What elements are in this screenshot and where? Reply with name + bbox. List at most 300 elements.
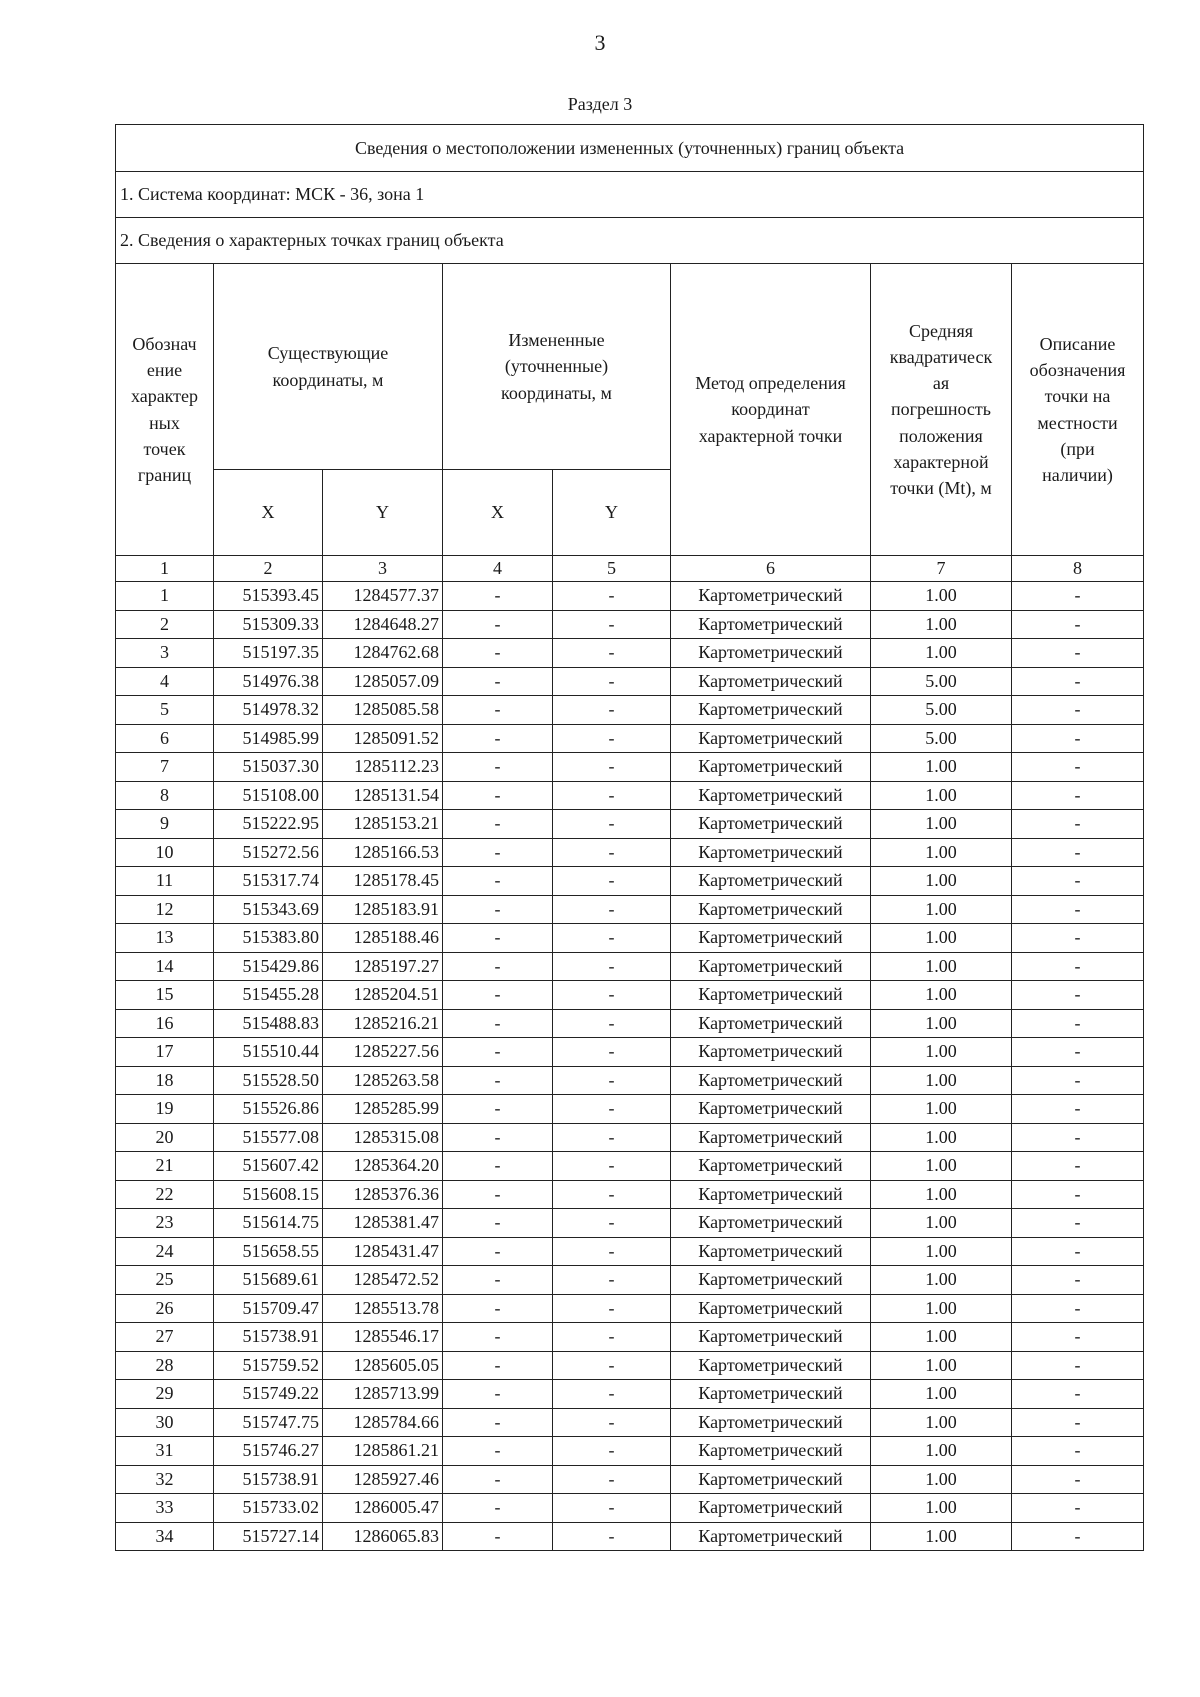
table-cell: - <box>443 1038 553 1067</box>
table-cell: 515317.74 <box>214 867 323 896</box>
table-cell: 28 <box>116 1351 214 1380</box>
table-cell: Картометрический <box>671 696 871 725</box>
table-cell: - <box>443 1494 553 1523</box>
table-cell: 1.00 <box>871 810 1012 839</box>
table-cell: - <box>553 1123 671 1152</box>
table-cell: 1285204.51 <box>323 981 443 1010</box>
table-cell: 1.00 <box>871 952 1012 981</box>
table-cell: 1285713.99 <box>323 1380 443 1409</box>
table-cell: - <box>443 981 553 1010</box>
table-cell: 1285927.46 <box>323 1465 443 1494</box>
table-cell: 5.00 <box>871 724 1012 753</box>
table-banner: Сведения о местоположении измененных (уточненных) границ объекта <box>116 125 1144 172</box>
table-cell: - <box>553 1009 671 1038</box>
table-cell: - <box>443 1408 553 1437</box>
table-cell: - <box>553 1180 671 1209</box>
table-cell: 5.00 <box>871 696 1012 725</box>
table-cell: 515429.86 <box>214 952 323 981</box>
table-cell: 1.00 <box>871 781 1012 810</box>
table-cell: - <box>1012 1180 1144 1209</box>
table-cell: 1286065.83 <box>323 1522 443 1551</box>
table-row <box>116 1522 1144 1551</box>
table-cell: 1.00 <box>871 1266 1012 1295</box>
table-cell: 1.00 <box>871 1123 1012 1152</box>
table-cell: 515759.52 <box>214 1351 323 1380</box>
table-cell: 29 <box>116 1380 214 1409</box>
table-cell: - <box>1012 1351 1144 1380</box>
table-cell: 1285085.58 <box>323 696 443 725</box>
table-cell: 32 <box>116 1465 214 1494</box>
section-title: Раздел 3 <box>567 94 633 114</box>
table-cell: Картометрический <box>671 895 871 924</box>
table-cell: - <box>443 610 553 639</box>
table-cell: 1.00 <box>871 1095 1012 1124</box>
table-cell: - <box>443 952 553 981</box>
table-row <box>116 610 1144 639</box>
table-cell: Картометрический <box>671 867 871 896</box>
table-cell: - <box>443 582 553 611</box>
boundary-points-table <box>115 124 1144 1551</box>
table-cell: 515272.56 <box>214 838 323 867</box>
table-row <box>116 1038 1144 1067</box>
table-cell: 514978.32 <box>214 696 323 725</box>
table-cell: 1.00 <box>871 895 1012 924</box>
table-cell: 1.00 <box>871 1294 1012 1323</box>
table-cell: - <box>553 952 671 981</box>
table-cell: - <box>553 810 671 839</box>
table-cell: - <box>443 1522 553 1551</box>
table-cell: 515608.15 <box>214 1180 323 1209</box>
header-description: Описание обозначения точки на местности (при наличии) <box>1012 264 1144 556</box>
table-cell: 515727.14 <box>214 1522 323 1551</box>
table-row <box>116 1123 1144 1152</box>
table-cell: - <box>1012 1095 1144 1124</box>
table-cell: - <box>553 1437 671 1466</box>
table-cell: 1285376.36 <box>323 1180 443 1209</box>
table-row <box>116 895 1144 924</box>
table-cell: - <box>443 895 553 924</box>
table-row <box>116 1152 1144 1181</box>
table-cell: Картометрический <box>671 1066 871 1095</box>
table-cell: 1285183.91 <box>323 895 443 924</box>
table-cell: 1285381.47 <box>323 1209 443 1238</box>
table-cell: - <box>1012 1123 1144 1152</box>
table-cell: Картометрический <box>671 981 871 1010</box>
table-cell: Картометрический <box>671 1437 871 1466</box>
table-row <box>116 1095 1144 1124</box>
table-cell: - <box>553 1237 671 1266</box>
table-cell: 1.00 <box>871 867 1012 896</box>
table-cell: - <box>553 1266 671 1295</box>
table-cell: 4 <box>116 667 214 696</box>
table-cell: - <box>1012 1323 1144 1352</box>
table-cell: 515689.61 <box>214 1266 323 1295</box>
table-cell: - <box>443 1209 553 1238</box>
table-cell: - <box>1012 724 1144 753</box>
table-cell: 1285364.20 <box>323 1152 443 1181</box>
table-cell: Картометрический <box>671 610 871 639</box>
table-cell: Картометрический <box>671 1494 871 1523</box>
table-cell: 1285091.52 <box>323 724 443 753</box>
column-number-cell: 3 <box>323 556 443 582</box>
table-cell: Картометрический <box>671 1323 871 1352</box>
table-cell: - <box>1012 582 1144 611</box>
table-cell: 1.00 <box>871 753 1012 782</box>
table-cell: 14 <box>116 952 214 981</box>
table-cell: - <box>553 867 671 896</box>
table-cell: - <box>553 1209 671 1238</box>
table-cell: 1.00 <box>871 1209 1012 1238</box>
table-row <box>116 1494 1144 1523</box>
column-number-cell: 8 <box>1012 556 1144 582</box>
table-cell: - <box>553 1066 671 1095</box>
header-existing-coords: Существующие координаты, м <box>214 264 443 470</box>
table-cell: 6 <box>116 724 214 753</box>
table-cell: - <box>553 610 671 639</box>
table-row <box>116 952 1144 981</box>
table-cell: - <box>1012 1294 1144 1323</box>
table-cell: 515709.47 <box>214 1294 323 1323</box>
table-cell: - <box>553 753 671 782</box>
table-cell: - <box>553 781 671 810</box>
table-cell: 18 <box>116 1066 214 1095</box>
table-cell: 515607.42 <box>214 1152 323 1181</box>
table-row <box>116 838 1144 867</box>
table-cell: 1285431.47 <box>323 1237 443 1266</box>
table-cell: 24 <box>116 1237 214 1266</box>
table-cell: - <box>553 1465 671 1494</box>
table-cell: - <box>1012 838 1144 867</box>
table-row <box>116 1408 1144 1437</box>
table-cell: - <box>443 753 553 782</box>
table-cell: Картометрический <box>671 810 871 839</box>
table-cell: 30 <box>116 1408 214 1437</box>
table-cell: 13 <box>116 924 214 953</box>
table-cell: 1 <box>116 582 214 611</box>
table-cell: 8 <box>116 781 214 810</box>
table-cell: Картометрический <box>671 838 871 867</box>
table-cell: - <box>553 1038 671 1067</box>
table-cell: 1.00 <box>871 1380 1012 1409</box>
table-row <box>116 1380 1144 1409</box>
table-cell: 1285216.21 <box>323 1009 443 1038</box>
table-cell: 5 <box>116 696 214 725</box>
table-row <box>116 1294 1144 1323</box>
table-row <box>116 810 1144 839</box>
table-cell: 515455.28 <box>214 981 323 1010</box>
table-cell: - <box>1012 1209 1144 1238</box>
table-cell: 1285263.58 <box>323 1066 443 1095</box>
table-cell: 11 <box>116 867 214 896</box>
table-cell: 515197.35 <box>214 639 323 668</box>
table-cell: 1.00 <box>871 1408 1012 1437</box>
table-row <box>116 1437 1144 1466</box>
table-cell: 515738.91 <box>214 1323 323 1352</box>
table-cell: - <box>553 1152 671 1181</box>
table-cell: 514976.38 <box>214 667 323 696</box>
table-cell: 1.00 <box>871 639 1012 668</box>
column-number-cell: 5 <box>553 556 671 582</box>
table-cell: 1285188.46 <box>323 924 443 953</box>
table-row <box>116 867 1144 896</box>
table-cell: 515528.50 <box>214 1066 323 1095</box>
table-cell: 26 <box>116 1294 214 1323</box>
table-cell: 1286005.47 <box>323 1494 443 1523</box>
table-cell: 1.00 <box>871 1237 1012 1266</box>
table-cell: 9 <box>116 810 214 839</box>
table-cell: - <box>553 981 671 1010</box>
table-row <box>116 582 1144 611</box>
table-cell: 515488.83 <box>214 1009 323 1038</box>
table-cell: 3 <box>116 639 214 668</box>
table-cell: 1.00 <box>871 1066 1012 1095</box>
table-row <box>116 724 1144 753</box>
table-row <box>116 667 1144 696</box>
table-cell: - <box>443 1066 553 1095</box>
table-cell: - <box>443 724 553 753</box>
table-cell: - <box>553 924 671 953</box>
table-cell: 515658.55 <box>214 1237 323 1266</box>
table-cell: Картометрический <box>671 1009 871 1038</box>
table-row <box>116 1465 1144 1494</box>
table-cell: Картометрический <box>671 1465 871 1494</box>
table-cell: 1.00 <box>871 1494 1012 1523</box>
table-cell: - <box>553 1380 671 1409</box>
table-cell: 20 <box>116 1123 214 1152</box>
table-cell: - <box>553 895 671 924</box>
table-cell: 1.00 <box>871 1038 1012 1067</box>
table-cell: - <box>443 838 553 867</box>
table-cell: 1284762.68 <box>323 639 443 668</box>
table-cell: Картометрический <box>671 1038 871 1067</box>
table-cell: - <box>443 1180 553 1209</box>
table-cell: - <box>1012 696 1144 725</box>
table-cell: - <box>553 1408 671 1437</box>
table-cell: 1284577.37 <box>323 582 443 611</box>
table-cell: - <box>1012 1237 1144 1266</box>
table-cell: 25 <box>116 1266 214 1295</box>
column-number-cell: 7 <box>871 556 1012 582</box>
table-cell: 23 <box>116 1209 214 1238</box>
table-cell: 1285861.21 <box>323 1437 443 1466</box>
table-cell: 515749.22 <box>214 1380 323 1409</box>
header-error: Средняя квадратическ ая погрешность положения характерной точки (Mt), м <box>871 264 1012 556</box>
table-cell: 5.00 <box>871 667 1012 696</box>
table-cell: - <box>443 1095 553 1124</box>
table-cell: 15 <box>116 981 214 1010</box>
table-cell: - <box>553 1095 671 1124</box>
table-cell: 515393.45 <box>214 582 323 611</box>
table-cell: - <box>1012 1522 1144 1551</box>
coord-system-line: 1. Система координат: МСК - 36, зона 1 <box>116 172 1144 218</box>
table-cell: 1.00 <box>871 1522 1012 1551</box>
table-cell: - <box>1012 667 1144 696</box>
table-row <box>116 1066 1144 1095</box>
header-changed-x: X <box>443 470 553 556</box>
table-cell: 10 <box>116 838 214 867</box>
table-cell: Картометрический <box>671 1152 871 1181</box>
table-cell: 515747.75 <box>214 1408 323 1437</box>
table-row <box>116 1009 1144 1038</box>
table-cell: 515746.27 <box>214 1437 323 1466</box>
table-row <box>116 1266 1144 1295</box>
points-title-line: 2. Сведения о характерных точках границ объекта <box>116 218 1144 264</box>
table-cell: 1285178.45 <box>323 867 443 896</box>
table-cell: - <box>553 639 671 668</box>
table-cell: Картометрический <box>671 753 871 782</box>
table-cell: - <box>1012 1152 1144 1181</box>
table-cell: 515577.08 <box>214 1123 323 1152</box>
table-cell: 17 <box>116 1038 214 1067</box>
table-cell: - <box>1012 1009 1144 1038</box>
header-method: Метод определения координат характерной точки <box>671 264 871 556</box>
table-cell: 1.00 <box>871 1351 1012 1380</box>
table-cell: - <box>443 667 553 696</box>
table-cell: - <box>1012 1380 1144 1409</box>
table-cell: - <box>1012 867 1144 896</box>
table-row <box>116 924 1144 953</box>
table-row <box>116 1209 1144 1238</box>
table-cell: - <box>1012 639 1144 668</box>
table-cell: 515037.30 <box>214 753 323 782</box>
table-cell: Картометрический <box>671 724 871 753</box>
table-row <box>116 1237 1144 1266</box>
table-cell: 19 <box>116 1095 214 1124</box>
table-cell: - <box>553 1323 671 1352</box>
table-cell: 1.00 <box>871 838 1012 867</box>
table-cell: 31 <box>116 1437 214 1466</box>
table-cell: 27 <box>116 1323 214 1352</box>
table-cell: 1.00 <box>871 1152 1012 1181</box>
table-row <box>116 639 1144 668</box>
table-cell: - <box>1012 610 1144 639</box>
table-cell: 1285546.17 <box>323 1323 443 1352</box>
table-cell: - <box>553 1522 671 1551</box>
column-number-cell: 4 <box>443 556 553 582</box>
table-cell: 1285131.54 <box>323 781 443 810</box>
header-point-designation: Обознач ение характер ных точек границ <box>116 264 214 556</box>
table-cell: - <box>1012 1437 1144 1466</box>
table-cell: - <box>443 1009 553 1038</box>
table-cell: 514985.99 <box>214 724 323 753</box>
table-cell: Картометрический <box>671 1522 871 1551</box>
table-cell: 1.00 <box>871 1180 1012 1209</box>
table-cell: - <box>443 810 553 839</box>
table-cell: 1285513.78 <box>323 1294 443 1323</box>
table-cell: 1285112.23 <box>323 753 443 782</box>
table-cell: - <box>443 1266 553 1295</box>
table-cell: 515108.00 <box>214 781 323 810</box>
table-cell: 7 <box>116 753 214 782</box>
table-cell: 1285166.53 <box>323 838 443 867</box>
table-cell: 1.00 <box>871 1465 1012 1494</box>
table-cell: 515738.91 <box>214 1465 323 1494</box>
table-cell: 1.00 <box>871 1323 1012 1352</box>
header-existing-y: Y <box>323 470 443 556</box>
table-cell: 21 <box>116 1152 214 1181</box>
table-cell: 1.00 <box>871 981 1012 1010</box>
table-cell: 22 <box>116 1180 214 1209</box>
table-cell: Картометрический <box>671 1351 871 1380</box>
table-cell: Картометрический <box>671 781 871 810</box>
column-number-row <box>116 556 1144 582</box>
table-cell: Картометрический <box>671 1266 871 1295</box>
table-cell: - <box>553 667 671 696</box>
table-row <box>116 781 1144 810</box>
table-row <box>116 1351 1144 1380</box>
table-cell: Картометрический <box>671 1237 871 1266</box>
table-cell: 12 <box>116 895 214 924</box>
table-cell: - <box>1012 781 1144 810</box>
table-cell: Картометрический <box>671 952 871 981</box>
table-cell: - <box>553 724 671 753</box>
table-cell: - <box>1012 924 1144 953</box>
header-changed-coords: Измененные (уточненные) координаты, м <box>443 264 671 470</box>
table-cell: 1.00 <box>871 1437 1012 1466</box>
table-cell: 1.00 <box>871 924 1012 953</box>
table-cell: - <box>443 1323 553 1352</box>
table-row <box>116 1180 1144 1209</box>
column-number-cell: 6 <box>671 556 871 582</box>
table-cell: - <box>443 924 553 953</box>
table-cell: Картометрический <box>671 1294 871 1323</box>
table-cell: - <box>553 838 671 867</box>
table-cell: - <box>443 781 553 810</box>
table-cell: - <box>443 1152 553 1181</box>
table-cell: - <box>1012 810 1144 839</box>
table-cell: - <box>1012 753 1144 782</box>
table-cell: - <box>553 1351 671 1380</box>
header-changed-y: Y <box>553 470 671 556</box>
table-cell: 33 <box>116 1494 214 1523</box>
table-cell: Картометрический <box>671 582 871 611</box>
table-row <box>116 753 1144 782</box>
table-cell: - <box>443 639 553 668</box>
table-cell: 1284648.27 <box>323 610 443 639</box>
table-cell: - <box>443 1351 553 1380</box>
table-cell: 1285057.09 <box>323 667 443 696</box>
table-cell: 1285227.56 <box>323 1038 443 1067</box>
table-cell: - <box>553 696 671 725</box>
table-cell: 16 <box>116 1009 214 1038</box>
table-cell: - <box>443 696 553 725</box>
table-row <box>116 981 1144 1010</box>
table-cell: 1285605.05 <box>323 1351 443 1380</box>
table-cell: 515343.69 <box>214 895 323 924</box>
table-cell: - <box>1012 1038 1144 1067</box>
table-cell: 515222.95 <box>214 810 323 839</box>
table-cell: - <box>1012 1066 1144 1095</box>
table-cell: 515526.86 <box>214 1095 323 1124</box>
table-cell: Картометрический <box>671 1095 871 1124</box>
table-cell: - <box>1012 981 1144 1010</box>
table-cell: 515733.02 <box>214 1494 323 1523</box>
table-cell: - <box>1012 895 1144 924</box>
table-cell: 1285197.27 <box>323 952 443 981</box>
table-row <box>116 696 1144 725</box>
table-cell: - <box>553 1494 671 1523</box>
table-cell: - <box>443 1437 553 1466</box>
table-cell: 515383.80 <box>214 924 323 953</box>
column-number-cell: 1 <box>116 556 214 582</box>
table-cell: - <box>443 867 553 896</box>
table-cell: - <box>443 1237 553 1266</box>
table-cell: 1285784.66 <box>323 1408 443 1437</box>
table-cell: - <box>1012 952 1144 981</box>
table-cell: Картометрический <box>671 667 871 696</box>
table-cell: Картометрический <box>671 1180 871 1209</box>
table-row <box>116 1323 1144 1352</box>
